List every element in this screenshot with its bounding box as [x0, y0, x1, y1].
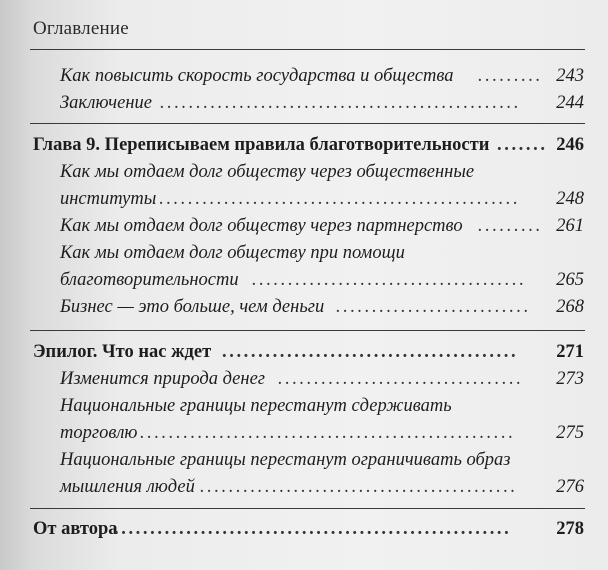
toc-entry-title: Бизнес — это больше, чем деньги: [60, 297, 325, 317]
section-rule: [30, 508, 585, 509]
toc-chapter-page: 278: [556, 519, 584, 539]
dot-leader: ....................................................: [140, 423, 516, 443]
toc-entry-page: 275: [556, 423, 584, 443]
toc-entry-page: 268: [556, 297, 584, 317]
toc-entry-title: институты: [60, 189, 157, 209]
toc-entry: [0, 186, 608, 212]
toc-entry-title: Национальные границы перестанут ограничивать образ: [60, 450, 511, 470]
toc-entry: [0, 267, 608, 293]
header-rule: [30, 49, 585, 50]
toc-entry: [0, 366, 608, 392]
toc-entry-title: торговлю: [60, 423, 138, 443]
toc-entry-page: 265: [556, 270, 584, 290]
section-rule: [30, 330, 585, 331]
toc-entry-title: Как мы отдаем долг обществу при помощи: [60, 243, 405, 263]
dot-leader: .........: [478, 66, 544, 86]
dot-leader: ..................................................: [160, 93, 522, 113]
toc-entry: [0, 294, 608, 320]
toc-entry-page: 273: [556, 369, 584, 389]
toc-entry-title: Изменится природа денег: [60, 369, 265, 389]
toc-entry: [0, 213, 608, 239]
dot-leader: ............................................: [200, 477, 518, 497]
toc-entry-page: 244: [556, 93, 584, 113]
dot-leader: ...................................................: [152, 189, 521, 209]
toc-entry-title: мышления людей: [60, 477, 195, 497]
toc-entry-page: 261: [556, 216, 584, 236]
toc-entry: [0, 63, 608, 89]
toc-entry: [0, 420, 608, 446]
toc-entry-page: 276: [556, 477, 584, 497]
toc-entry-title: Как повысить скорость государства и общества: [60, 66, 454, 86]
toc-chapter: [0, 339, 608, 365]
toc-chapter-page: 246: [556, 135, 584, 155]
running-head: Оглавление: [33, 18, 129, 39]
section-rule: [30, 123, 585, 124]
dot-leader: ..................................: [278, 369, 524, 389]
toc-chapter: [0, 132, 608, 158]
toc-chapter-title: Глава 9. Переписываем правила благотворительности: [33, 135, 490, 155]
toc-chapter-title: Эпилог. Что нас ждет: [33, 342, 212, 362]
dot-leader: .........: [478, 216, 544, 236]
dot-leader: .......................................................: [114, 519, 512, 539]
toc-entry-title: Заключение: [60, 93, 152, 113]
toc-chapter-page: 271: [556, 342, 584, 362]
toc-entry-title: благотворительности: [60, 270, 239, 290]
toc-entry: [0, 474, 608, 500]
dot-leader: .........................................: [222, 342, 519, 362]
dot-leader: ......................................: [252, 270, 527, 290]
toc-entry: [0, 240, 608, 266]
toc-entry-title: Как мы отдаем долг обществу через общественные: [60, 162, 475, 182]
toc-entry: [0, 159, 608, 185]
toc-entry-page: 248: [556, 189, 584, 209]
toc-entry: [0, 90, 608, 116]
dot-leader: .......: [497, 135, 548, 155]
toc-chapter-title: От автора: [33, 519, 118, 539]
toc-chapter: [0, 516, 608, 542]
toc-entry: [0, 393, 608, 419]
toc-entry-title: Как мы отдаем долг обществу через партнерство: [60, 216, 463, 236]
toc-entry-title: Национальные границы перестанут сдерживать: [60, 396, 452, 416]
toc-entry-page: 243: [556, 66, 584, 86]
dot-leader: ...........................: [336, 297, 532, 317]
toc-entry: [0, 447, 608, 473]
